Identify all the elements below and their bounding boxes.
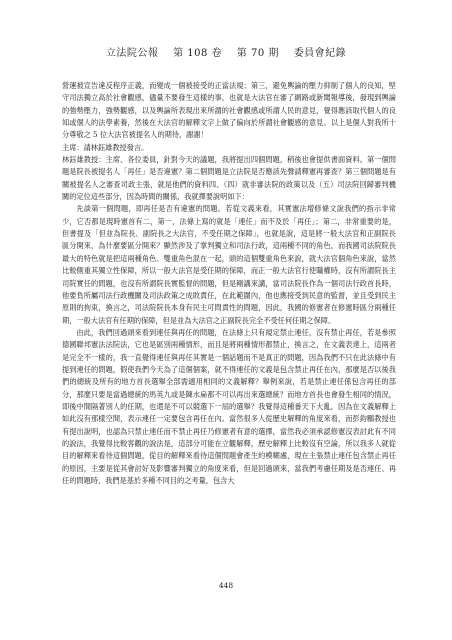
paragraph-text: 先談第一個問題，即再任是否有違憲的問題。若從文義來看，其實憲法增修條文說我們的指示非常少，它否都是現時憲首有二，第一，法條上寫的就是「連任」而不及於「再任」；第二，非常重要的是，但書提及「但並為院長、副院長之大法官，不受任期之保障」，也就是說，這是將一般大法官和正副院長區分開來，為什麼要區分開來？顯然涉及了掌判獨立和司法行政，這兩種不同的角色，而我國司法院院長最大的特色就是把這兩種角色、雙重角色混在一起，頭的這個雙重角色來說，就大法官個角色來說，當然比較側重其獨立性保障，所以一般大法官是受任期的保障，而正一般大法官行使職權時，沒有所謂院長主司院實任的問題，也沒有所謂院長實監督的問題，但是剛講來講，當司法院長作為一個司法行政首長時，他要負所屬司法行政機關及司法政策之成敗責任，在此範圍內，他也應接受到民意的監督，並且受到民主原則的拘束，換言之，司法院院長本身有民主可問責性的問題，因此，我國的修憲者在修憲時區分兩種任期，一般大法官有任期的保障，但是並為大法官之正副院長完全不受任何任期之保障。 <box>62 204 396 325</box>
body-text <box>62 80 396 487</box>
volume-number: 第 108 卷 <box>173 48 223 59</box>
speaker-label: 主席： <box>62 142 84 152</box>
paragraph-4 <box>62 203 396 326</box>
paragraph-text: 由此，我們回過頭來看到連任與再任的問題，在法條上只有規定禁止連任，沒有禁止再任，若是參照德國聯邦憲法法院法，它也是區別兩種情形，而且是將兩種情形都禁止，換言之，在文義表達上，這兩者是完全不一樣的，我一直覺得連任與再任其實是一個話題而不是真正的問題，因為我們不只在此法條中有提到連任的問題，假使我們今天為了這個個案，就不得連任的文義是包含禁止再任在內，那麼是否以後我們的總統及所有的地方首長選舉全部需適用相同的文義解釋？舉例來說，若是禁止連任係包含再任的部分，那麼只要是當過總統的馬英九或是陳水扁都不可以再出來選總統？而地方首長也會發生相同的情況，即後中間隔著別人的任期，也還是不可以競選下一屆的選舉？我覺得這種番天下大亂，因為在文義解釋上如此沒有那樣空間，表示連任一定要包含再任在內。當然很多人從歷史解釋的角度來看，而彭鈞鵬教授也有提出說明，也認為只禁止連任而不禁止再任乃修憲者有意的選擇，當然我必須承認修憲沒表討此有不同的說法，我覺得比較客觀的說法是，這部分可能在立觀解釋，歷史解釋上比較沒有空論，所以我多人就從目的解釋來看待這個問題，從目的解釋來看待這個問題會產生約模糊處，現在主張禁止連任包含禁止再任的原因，主要是從其會討好及影響審判獨立的角度來看，但是回過頭來，當我們考慮任期及是否連任、再任的問題時，我們是基於多種不同目的之考量，包含大 <box>62 327 396 485</box>
paragraph-text: 主席、各位委員，針對今天的議題，我將提出四個問題，稍後也會提供書面資料。第一個問題是院長被提名人「再任」是否違憲？第二個問題是立法院是否應該先聲請釋憲再審查？第三個問題是有關被提名人之審查司政主張，就是他們的資料四、（四）就非審法院的政策以及（五）司法院回歸審判機關的定位這些部分，因為時間的關係，我就擇要說明如下： <box>62 155 396 202</box>
page-number: 448 <box>218 581 234 590</box>
paragraph-3 <box>62 154 396 203</box>
paragraph-5 <box>62 327 396 487</box>
issue-number: 第 70 期 <box>236 48 279 59</box>
page-header <box>0 44 452 59</box>
paragraph-text: 請林鈺雄教授發言。 <box>83 142 149 152</box>
publication-title: 立法院公報 <box>105 48 159 59</box>
paragraph-text: 營運被宣告違反程序正義，而變成一個被接受的正當法規；第三，避免輿論的壓力抑制了個人的良知，堅守司法獨立高於社會觀感，儘量不要發生這樣的事，也就是大法官在審了網路或新聞報導後，發現到輿論的強勢壓力，強勢觀感，以及輿論所表現出來所謂的社會觀感或所謂人民的意見，覺得應該取代個人的良知或個人的法學素養，然後在大法官的解釋文字上做了偏向於所謂社會觀感的意見。以上是個人對我所十分尊敬之 5 位大法官被提名人的期待，謝謝！ <box>62 81 396 140</box>
speaker-label: 林鈺雄教授： <box>62 155 106 165</box>
section-name: 委員會紀錄 <box>293 48 347 59</box>
paragraph-1 <box>62 80 396 142</box>
paragraph-2 <box>62 142 396 154</box>
